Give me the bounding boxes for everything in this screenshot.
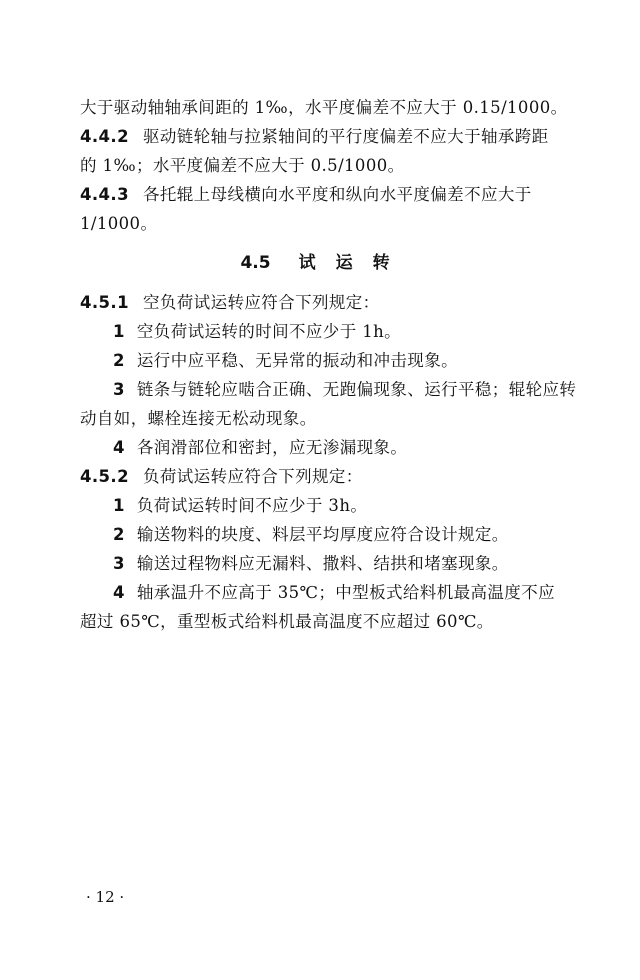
item-text: 轴承温升不应高于 35℃；中型板式给料机最高温度不应 [136, 583, 555, 602]
clause-number: 4.4.3 [80, 185, 129, 204]
item-number: 3 [113, 554, 125, 573]
clause-number: 4.5.1 [80, 293, 129, 312]
clause-intro: 空负荷试运转应符合下列规定： [142, 293, 380, 312]
paragraph-line: 的 1‰；水平度偏差不应大于 0.5/1000。 [80, 156, 405, 175]
item-continuation: 动自如，螺栓连接无松动现象。 [80, 409, 317, 428]
item-number: 2 [113, 525, 125, 544]
list-item [113, 350, 458, 372]
section-title-char: 试 [298, 253, 316, 273]
list-item [113, 437, 407, 459]
clause-text: 驱动链轮轴与拉紧轴间的平行度偏差不应大于轴承跨距 [142, 127, 549, 146]
list-item [113, 582, 555, 604]
item-text: 链条与链轮应啮合正确、无跑偏现象、运行平稳；辊轮应转 [136, 380, 577, 399]
list-item [113, 321, 401, 343]
clause-number: 4.4.2 [80, 127, 129, 146]
item-number: 2 [113, 351, 125, 370]
item-number: 3 [113, 380, 125, 399]
item-continuation: 超过 65℃，重型板式给料机最高温度不应超过 60℃。 [80, 612, 494, 631]
clause-intro: 负荷试运转应符合下列规定： [142, 467, 363, 486]
section-title-char: 转 [372, 253, 390, 273]
item-text: 各润滑部位和密封，应无渗漏现象。 [136, 438, 408, 457]
list-item [113, 553, 509, 575]
item-number: 4 [113, 438, 125, 457]
paragraph-line: 1/1000。 [80, 214, 158, 233]
clause-4-4-3 [80, 184, 532, 206]
item-text: 输送过程物料应无漏料、撒料、结拱和堵塞现象。 [136, 554, 509, 573]
clause-4-5-1 [80, 292, 380, 314]
list-item [113, 524, 509, 546]
item-text: 负荷试运转时间不应少于 3h。 [136, 496, 368, 515]
page-number: · 12 · [86, 888, 125, 906]
item-number: 4 [113, 583, 125, 602]
item-text: 空负荷试运转的时间不应少于 1h。 [136, 322, 402, 341]
clause-text: 各托辊上母线横向水平度和纵向水平度偏差不应大于 [142, 185, 532, 204]
list-item [113, 495, 367, 517]
item-text: 运行中应平稳、无异常的振动和冲击现象。 [136, 351, 458, 370]
section-number: 4.5 [240, 253, 271, 273]
section-title-char: 运 [335, 253, 353, 273]
item-text: 输送物料的块度、料层平均厚度应符合设计规定。 [136, 525, 509, 544]
list-item [113, 379, 576, 401]
clause-4-4-2 [80, 126, 549, 148]
paragraph-line: 大于驱动轴轴承间距的 1‰，水平度偏差不应大于 0.15/1000。 [80, 98, 568, 117]
item-number: 1 [113, 322, 125, 341]
item-number: 1 [113, 496, 125, 515]
clause-number: 4.5.2 [80, 467, 129, 486]
section-heading [0, 252, 640, 274]
clause-4-5-2 [80, 466, 363, 488]
